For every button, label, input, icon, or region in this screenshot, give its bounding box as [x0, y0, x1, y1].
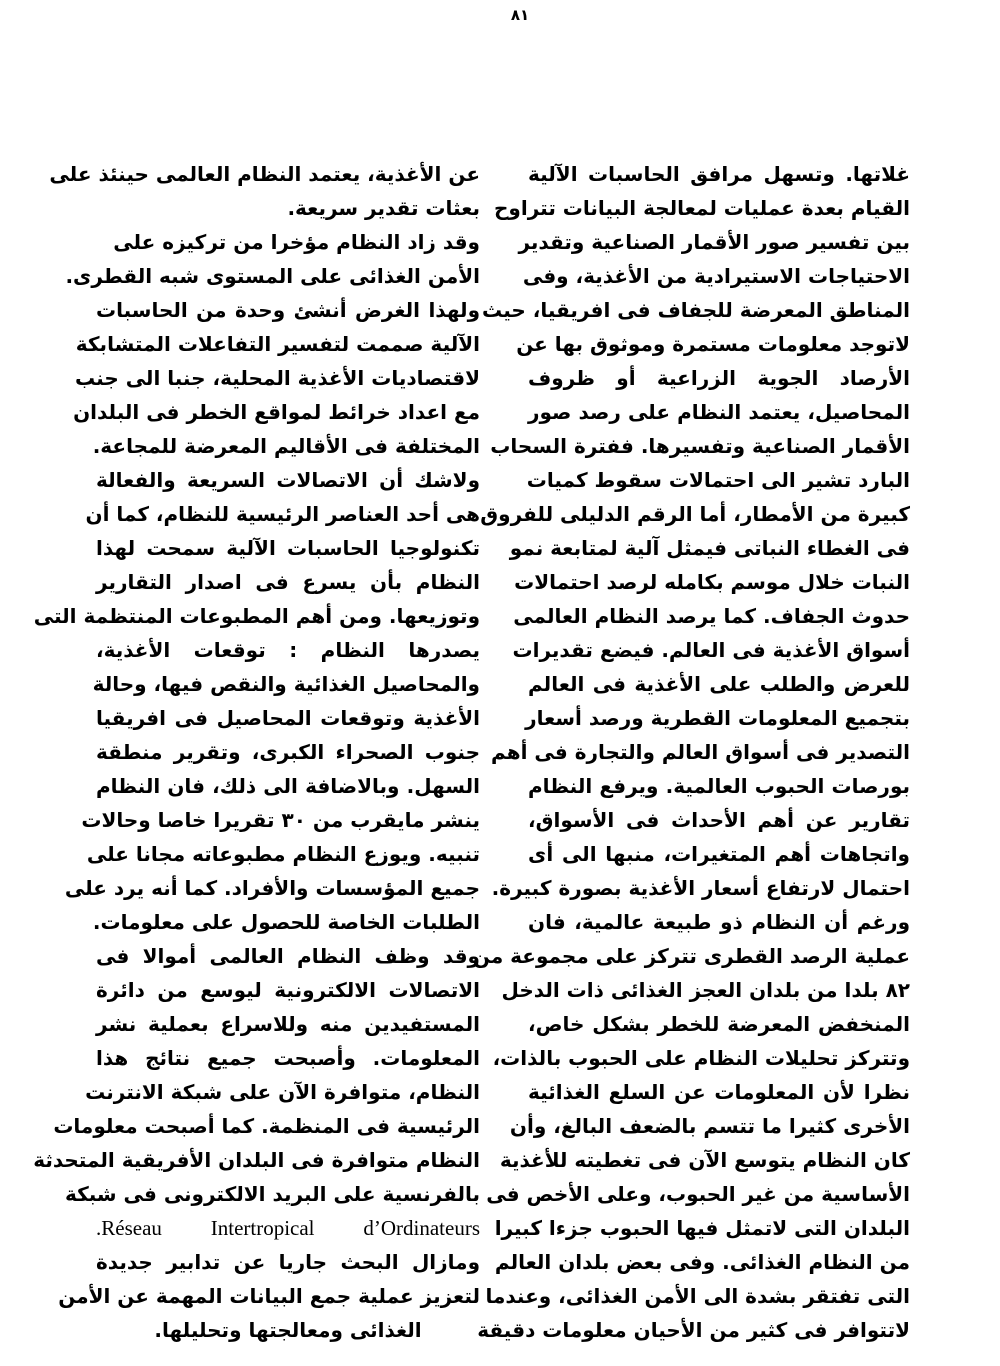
text-line: القيام بعدة عمليات لمعالجة البيانات تتراوح	[494, 196, 910, 220]
paragraph	[33, 939, 480, 1347]
text-line: النظام بأن يسرع فى اصدار التقارير	[96, 570, 480, 594]
paragraph	[480, 157, 910, 905]
text-line: وتوزيعها. ومن أهم المطبوعات المنتظمة التى	[33, 604, 480, 628]
text-line: واتجاهات أهم المتغيرات، منبها الى أى	[528, 842, 910, 866]
text-line: يصدرها النظام : توقعات الأغذية،	[96, 638, 480, 662]
paragraph	[33, 463, 480, 939]
text-line: النبات خلال موسم بكامله لرصد احتمالات	[514, 570, 910, 594]
text-line: وتتركز تحليلات النظام على الحبوب بالذات،	[492, 1046, 910, 1070]
text-line: الآلية صممت لتفسير التفاعلات المتشابكة	[75, 332, 480, 356]
text-line: النظام، متوافرة الآن على شبكة الانترنت	[85, 1080, 480, 1104]
text-line: هى أحد العناصر الرئيسية للنظام، كما أن	[85, 502, 480, 526]
text-line: لاتتوافر فى كثير من الأحيان معلومات دقيقة	[477, 1318, 910, 1342]
text-line: كان النظام يتوسع الآن فى تغطيته للأغذية	[499, 1148, 910, 1172]
text-line: نظرا لأن المعلومات عن السلع الغذائية	[528, 1080, 910, 1104]
text-line: الغذائى ومعالجتها وتحليلها.	[154, 1318, 422, 1342]
text-line: عملية الرصد القطرى تتركز على مجموعة من	[472, 944, 910, 968]
text-line: أسواق الأغذية فى العالم. فيضع تقديرات	[512, 638, 910, 662]
text-line: الاحتياجات الاستيرادية من الأغذية، وفى	[522, 264, 910, 288]
text-line: المناطق المعرضة للجفاف فى افريقيا، حيث	[482, 298, 910, 322]
text-line: ولهذا الغرض أنشئ وحدة من الحاسبات	[96, 298, 480, 322]
text-line: بالفرنسية على البريد الالكترونى فى شبكة	[64, 1182, 480, 1206]
text-line: البلدان التى لاتمثل فيها الحبوب جزءا كبيرا	[494, 1216, 910, 1240]
text-line: والمحاصيل الغذائية والنقص فيها، وحالة	[92, 672, 480, 696]
text-line: المنخفض المعرضة للخطر بشكل خاص،	[528, 1012, 910, 1036]
text-line: الأقمار الصناعية وتفسيرها. ففترة السحاب	[490, 434, 910, 458]
text-line: بين تفسير صور الأقمار الصناعية وتقدير	[518, 230, 910, 254]
text-line: الأمن الغذائى على المستوى شبه القطرى.	[65, 264, 480, 288]
text-line: الأرصاد الجوية الزراعية أو ظروف	[528, 366, 910, 390]
left-text-column	[33, 157, 480, 1347]
text-line: ٨٢ بلدا من بلدان العجز الغذائى ذات الدخل	[501, 978, 910, 1002]
text-line: كبيرة من الأمطار، أما الرقم الدليلى للفروق	[480, 502, 910, 526]
page-number: ٨١	[510, 6, 530, 24]
text-line: الطلبات الخاصة للحصول على معلومات.	[92, 910, 480, 934]
text-line: لاتوجد معلومات مستمرة وموثوق بها عن	[516, 332, 910, 356]
text-line: احتمال لارتفاع أسعار الأغذية بصورة كبيرة.	[491, 876, 910, 900]
text-line: لتعزيز عملية جمع البيانات المهمة عن الأمن	[58, 1284, 480, 1308]
text-line: السهل. وبالاضافة الى ذلك، فان النظام	[96, 774, 480, 798]
text-line: تنبيه. ويوزع النظام مطبوعاته مجانا على	[86, 842, 480, 866]
text-line: الأغذية وتوقعات المحاصيل فى افريقيا	[96, 706, 480, 730]
text-line: مع اعداد خرائط لمواقع الخطر فى البلدان	[73, 400, 480, 424]
text-line: المحاصيل، يعتمد النظام على رصد صور	[528, 400, 910, 424]
paragraph	[472, 905, 910, 1347]
text-line: عن الأغذية، يعتمد النظام العالمى حينئذ على	[49, 162, 480, 186]
text-line: ورغم أن النظام ذو طبيعة عالمية، فان	[528, 910, 910, 934]
text-line: المختلفة فى الأقاليم المعرضة للمجاعة.	[92, 434, 480, 458]
text-line: التى تفتقر بشدة الى الأمن الغذائى، وعندما	[485, 1284, 910, 1308]
text-line: بتجميع المعلومات القطرية ورصد أسعار	[525, 706, 910, 730]
text-line: حدوث الجفاف. كما يرصد النظام العالمى	[513, 604, 910, 628]
paragraph	[49, 157, 480, 225]
text-line: وقد وظف النظام العالمى أموالا فى	[96, 944, 480, 968]
text-line: تكنولوجيا الحاسبات الآلية سمحت لهذا	[96, 536, 480, 560]
right-text-column	[472, 157, 910, 1347]
text-line: لاقتصاديات الأغذية المحلية، جنبا الى جنب	[74, 366, 480, 390]
text-line: وقد زاد النظام مؤخرا من تركيزه على	[113, 230, 480, 254]
text-line: الأساسية من غير الحبوب، وعلى الأخص فى	[486, 1182, 910, 1206]
text-line: جنوب الصحراء الكبرى، وتقرير منطقة	[96, 740, 480, 764]
text-line: للعرض والطلب على الأغذية فى العالم	[528, 672, 910, 696]
text-line: تقارير عن أهم الأحداث فى الأسواق،	[528, 808, 910, 832]
text-line: الأخرى كثيرا ما تتسم بالضعف البالغ، وأن	[509, 1114, 910, 1138]
text-line: المستفيدين منه وللاسراع بعملية نشر	[96, 1012, 480, 1036]
text-line: ومازال البحث جاريا عن تدابير جديدة	[96, 1250, 480, 1274]
text-line: الرئيسية فى المنظمة. كما أصبحت معلومات	[53, 1114, 480, 1138]
text-line: النظام متوافرة فى البلدان الأفريقية المتحدثة	[33, 1148, 480, 1172]
paragraph	[65, 225, 480, 463]
text-line: ينشر مايقرب من ٣٠ تقريرا خاصا وحالات	[81, 808, 480, 832]
text-line: التصدير فى أسواق العالم والتجارة فى أهم	[491, 740, 910, 764]
text-line: البارد تشير الى احتمالات سقوط كميات	[526, 468, 910, 492]
text-line: من النظام الغذائى. وفى بعض بلدان العالم	[494, 1250, 910, 1274]
text-line: ولاشك أن الاتصالات السريعة والفعالة	[96, 468, 480, 492]
text-line: فى الغطاء النباتى فيمثل آلية لمتابعة نمو	[509, 536, 910, 560]
text-line: بعثات تقدير سريعة.	[287, 196, 480, 220]
text-line: Réseau Intertropical d’Ordinateurs.	[96, 1216, 480, 1240]
text-line: الاتصالات الالكترونية ليوسع من دائرة	[96, 978, 480, 1002]
text-line: المعلومات. وأصبحت جميع نتائج هذا	[96, 1046, 480, 1070]
text-line: غلاتها. وتسهل مرافق الحاسبات الآلية	[528, 162, 910, 186]
text-line: جميع المؤسسات والأفراد. كما أنه يرد على	[64, 876, 480, 900]
text-line: بورصات الحبوب العالمية. ويرفع النظام	[528, 774, 910, 798]
